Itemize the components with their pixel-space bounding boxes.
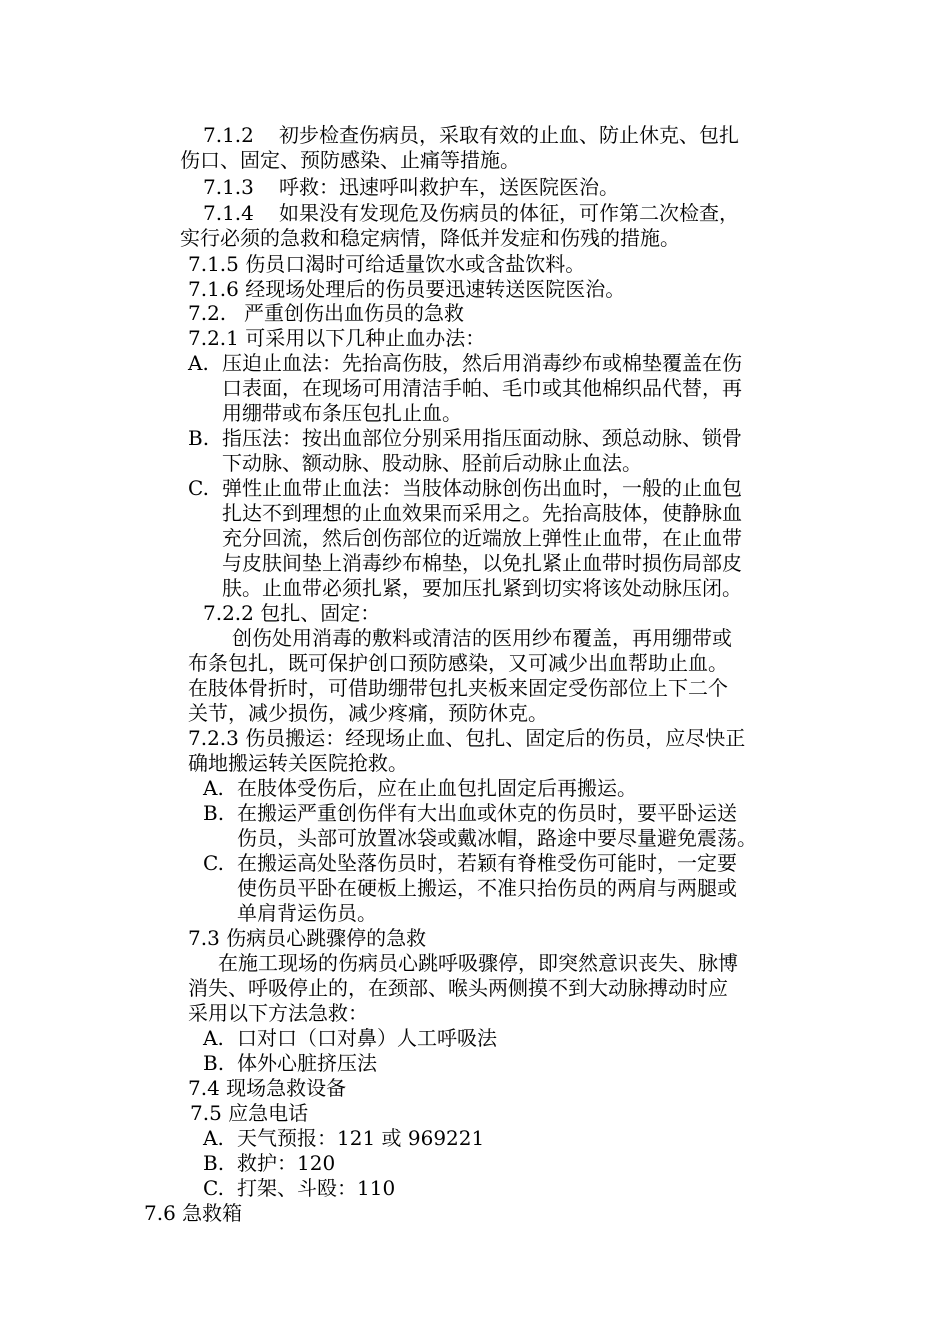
s73b-marker: B. — [203, 1051, 225, 1075]
s721c-line: 扎达不到理想的止血效果而采用之。先抬高肢体，使静脉血 — [222, 501, 742, 525]
s714-line1: 7.1.4 如果没有发现危及伤病员的体征，可作第二次检查， — [203, 201, 739, 225]
s723c-line: 在搬运高处坠落伤员时，若颖有脊椎受伤可能时，一定要 — [237, 851, 737, 875]
s715: 7.1.5 伤员口渴时可给适量饮水或含盐饮料。 — [188, 252, 586, 276]
s721b-marker: B. — [188, 426, 210, 450]
s75a-text: 天气预报：121 或 969221 — [237, 1126, 485, 1150]
s76-heading: 7.6 急救箱 — [144, 1201, 243, 1225]
s722-line: 在肢体骨折时，可借助绷带包扎夹板来固定受伤部位上下二个 — [188, 676, 728, 700]
s721a-line: 口表面，在现场可用清洁手帕、毛巾或其他棉织品代替，再 — [222, 376, 742, 400]
s722-line: 创伤处用消毒的敷料或清洁的医用纱布覆盖，再用绷带或 — [232, 626, 732, 650]
s723c-line: 单肩背运伤员。 — [237, 901, 377, 925]
s723c-line: 使伤员平卧在硬板上搬运，不准只抬伤员的两肩与两腿或 — [237, 876, 737, 900]
s75b-marker: B. — [203, 1151, 225, 1175]
s721b-line: 下动脉、额动脉、股动脉、胫前后动脉止血法。 — [222, 451, 642, 475]
s714-line2: 实行必须的急救和稳定病情，降低并发症和伤残的措施。 — [180, 226, 680, 250]
s721b-line: 指压法：按出血部位分别采用指压面动脉、颈总动脉、锁骨 — [222, 426, 742, 450]
s73b-text: 体外心脏挤压法 — [237, 1051, 377, 1075]
s75b-text: 救护：120 — [237, 1151, 336, 1175]
s723a-marker: A. — [203, 776, 224, 800]
s723b-line: 在搬运严重创伤伴有大出血或休克的伤员时，要平卧运送 — [237, 801, 737, 825]
s73-line: 采用以下方法急救： — [188, 1001, 368, 1025]
s721c-line: 与皮肤间垫上消毒纱布棉垫，以免扎紧止血带时损伤局部皮 — [222, 551, 742, 575]
s73a-marker: A. — [203, 1026, 224, 1050]
s721a-line: 用绷带或布条压包扎止血。 — [222, 401, 462, 425]
s722-heading: 7.2.2 包扎、固定： — [203, 601, 381, 625]
s712-line2: 伤口、固定、预防感染、止痛等措施。 — [180, 148, 520, 172]
s712-line1: 7.1.2 初步检查伤病员，采取有效的止血、防止休克、包扎 — [203, 123, 739, 147]
s722-line: 关节，减少损伤，减少疼痛，预防休克。 — [188, 701, 548, 725]
s75c-marker: C. — [203, 1176, 224, 1200]
s75c-text: 打架、斗殴：110 — [237, 1176, 396, 1200]
s722-line: 布条包扎，既可保护创口预防感染，又可减少出血帮助止血。 — [188, 651, 728, 675]
s721-heading: 7.2.1 可采用以下几种止血办法： — [188, 326, 486, 350]
s75-heading: 7.5 应急电话 — [190, 1101, 309, 1125]
s72-heading: 7.2. 严重创伤出血伤员的急救 — [188, 301, 464, 325]
s74-heading: 7.4 现场急救设备 — [188, 1076, 347, 1100]
s73-line: 在施工现场的伤病员心跳呼吸骤停，即突然意识丧失、脉博 — [218, 951, 738, 975]
s721a-marker: A. — [188, 351, 209, 375]
s73-line: 消失、呼吸停止的，在颈部、喉头两侧摸不到大动脉搏动时应 — [188, 976, 728, 1000]
s721c-line: 充分回流，然后创伤部位的近端放上弹性止血带，在止血带 — [222, 526, 742, 550]
s73-heading: 7.3 伤病员心跳骤停的急救 — [188, 926, 427, 950]
s73a-text: 口对口（口对鼻）人工呼吸法 — [237, 1026, 497, 1050]
s723a-line: 在肢体受伤后，应在止血包扎固定后再搬运。 — [237, 776, 637, 800]
s716: 7.1.6 经现场处理后的伤员要迅速转送医院医治。 — [188, 277, 626, 301]
s75a-marker: A. — [203, 1126, 224, 1150]
s721c-line: 肤。止血带必须扎紧，要加压扎紧到切实将该处动脉压闭。 — [222, 576, 742, 600]
s723-line: 确地搬运转关医院抢救。 — [188, 751, 408, 775]
s721a-line: 压迫止血法：先抬高伤肢，然后用消毒纱布或棉垫覆盖在伤 — [222, 351, 742, 375]
s723b-line: 伤员，头部可放置冰袋或戴冰帽，路途中要尽量避免震荡。 — [237, 826, 757, 850]
s723c-marker: C. — [203, 851, 224, 875]
s723-line: 7.2.3 伤员搬运：经现场止血、包扎、固定后的伤员，应尽快正 — [188, 726, 746, 750]
s721c-line: 弹性止血带止血法：当肢体动脉创伤出血时，一般的止血包 — [222, 476, 742, 500]
s721c-marker: C. — [188, 476, 209, 500]
s713-line1: 7.1.3 呼救：迅速呼叫救护车，送医院医治。 — [203, 175, 619, 199]
s723b-marker: B. — [203, 801, 225, 825]
